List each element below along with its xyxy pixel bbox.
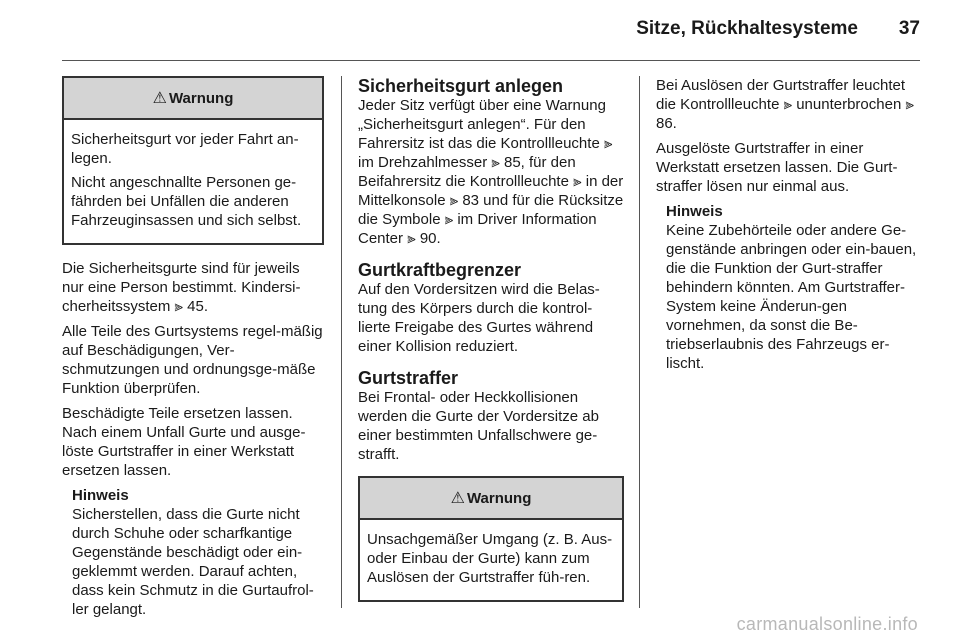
warning-box [62, 76, 324, 245]
warning-triangle-icon: ⚠ [450, 489, 465, 507]
column-1 [62, 76, 324, 619]
warning-header [64, 78, 322, 120]
section-pretensioner [358, 368, 624, 464]
body-paragraph: Ausgelöste Gurtstraffer in einer Werkstatt ersetzen lassen. Die Gurt-straffer lösen nur einmal aus. [656, 140, 898, 195]
note-block [656, 202, 922, 373]
body-paragraph: Beschädigte Teile ersetzen lassen. Nach einem Unfall Gurte und ausge-löste Gurtstraffer in einer Werkstatt ersetzen lassen. [62, 405, 306, 479]
warning-text: Nicht angeschnallte Personen ge-fährden bei Unfällen die anderen Fahrzeuginsassen und sich selbst. [71, 174, 302, 229]
section-force-limiter [358, 260, 624, 356]
column-3 [656, 76, 922, 373]
body-paragraph: Die Sicherheitsgurte sind für jeweils nur eine Person bestimmt. Kindersi-cherheitssystem ⫸ 45. [62, 260, 301, 315]
watermark: carmanualsonline.info [736, 614, 918, 634]
note-heading: Hinweis [666, 203, 723, 220]
warning-label: Warnung [168, 89, 234, 107]
warning-text: Sicherheitsgurt vor jeder Fahrt an-legen. [71, 131, 299, 167]
column-divider-right [639, 76, 640, 608]
note-block [62, 486, 324, 619]
header-divider [62, 60, 920, 61]
body-paragraph: Alle Teile des Gurtsystems regel-mäßig auf Beschädigungen, Ver-schmutzungen und ordnungsge-mäße Funktion überprüfen. [62, 323, 323, 397]
section-text: Jeder Sitz verfügt über eine Warnung „Sicherheitsgurt anlegen“. Für den Fahrersitz ist das die Kontrollleuchte ⫸ im Drehzahlmesser ⫸ 85, für den Beifahrersitz die Kontrollleuchte ⫸ in der Mittelkonsole ⫸ 83 und für die Rücksitze die Symbole ⫸ im Driver Information Center ⫸ 90. [358, 97, 624, 247]
section-heading: Gurtkraftbegrenzer [358, 260, 522, 280]
warning-triangle-icon: ⚠ [152, 89, 167, 107]
section-heading: Sicherheitsgurt anlegen [358, 76, 564, 96]
page-title: Sitze, Rückhaltesysteme [636, 18, 858, 39]
body-paragraph: Bei Auslösen der Gurtstraffer leuchtet die Kontrollleuchte ⫸ ununterbrochen ⫸ 86. [656, 77, 914, 132]
note-text: Keine Zubehörteile oder andere Ge-genstände anbringen oder ein-bauen, die die Funktion der Gurt-straffer behindern könnten. Am Gurtstraffer-System keine Änderun-gen vornehmen, da sonst die Be-triebserlaubnis des Fahrzeugs er-lischt. [666, 222, 917, 372]
section-text: Bei Frontal- oder Heckkollisionen werden die Gurte der Vordersitze ab einer bestimmten Unfallschwere ge-strafft. [358, 389, 599, 463]
section-seatbelt [358, 76, 624, 248]
note-text: Sicherstellen, dass die Gurte nicht durch Schuhe oder scharfkantige Gegenstände beschädigt oder ein-geklemmt werden. Darauf achten, dass kein Schmutz in die Gurtaufrol-ler gelangt. [72, 506, 314, 618]
warning-body [360, 520, 622, 600]
section-text: Auf den Vordersitzen wird die Belas-tung des Körpers durch die kontrol-lierte Freigabe des Gurtes während einer Kollision reduziert. [358, 281, 600, 355]
note-heading: Hinweis [72, 487, 129, 504]
section-heading: Gurtstraffer [358, 368, 459, 388]
warning-text: Unsachgemäßer Umgang (z. B. Aus- oder Einbau der Gurte) kann zum Auslösen der Gurtstraffer füh-ren. [367, 531, 613, 586]
page-header [62, 18, 920, 46]
column-2 [358, 76, 624, 616]
page-number: 37 [898, 18, 920, 39]
warning-box [358, 476, 624, 602]
column-divider-left [341, 76, 342, 608]
warning-label: Warnung [466, 489, 532, 507]
warning-body [64, 120, 322, 243]
warning-header [360, 478, 622, 520]
